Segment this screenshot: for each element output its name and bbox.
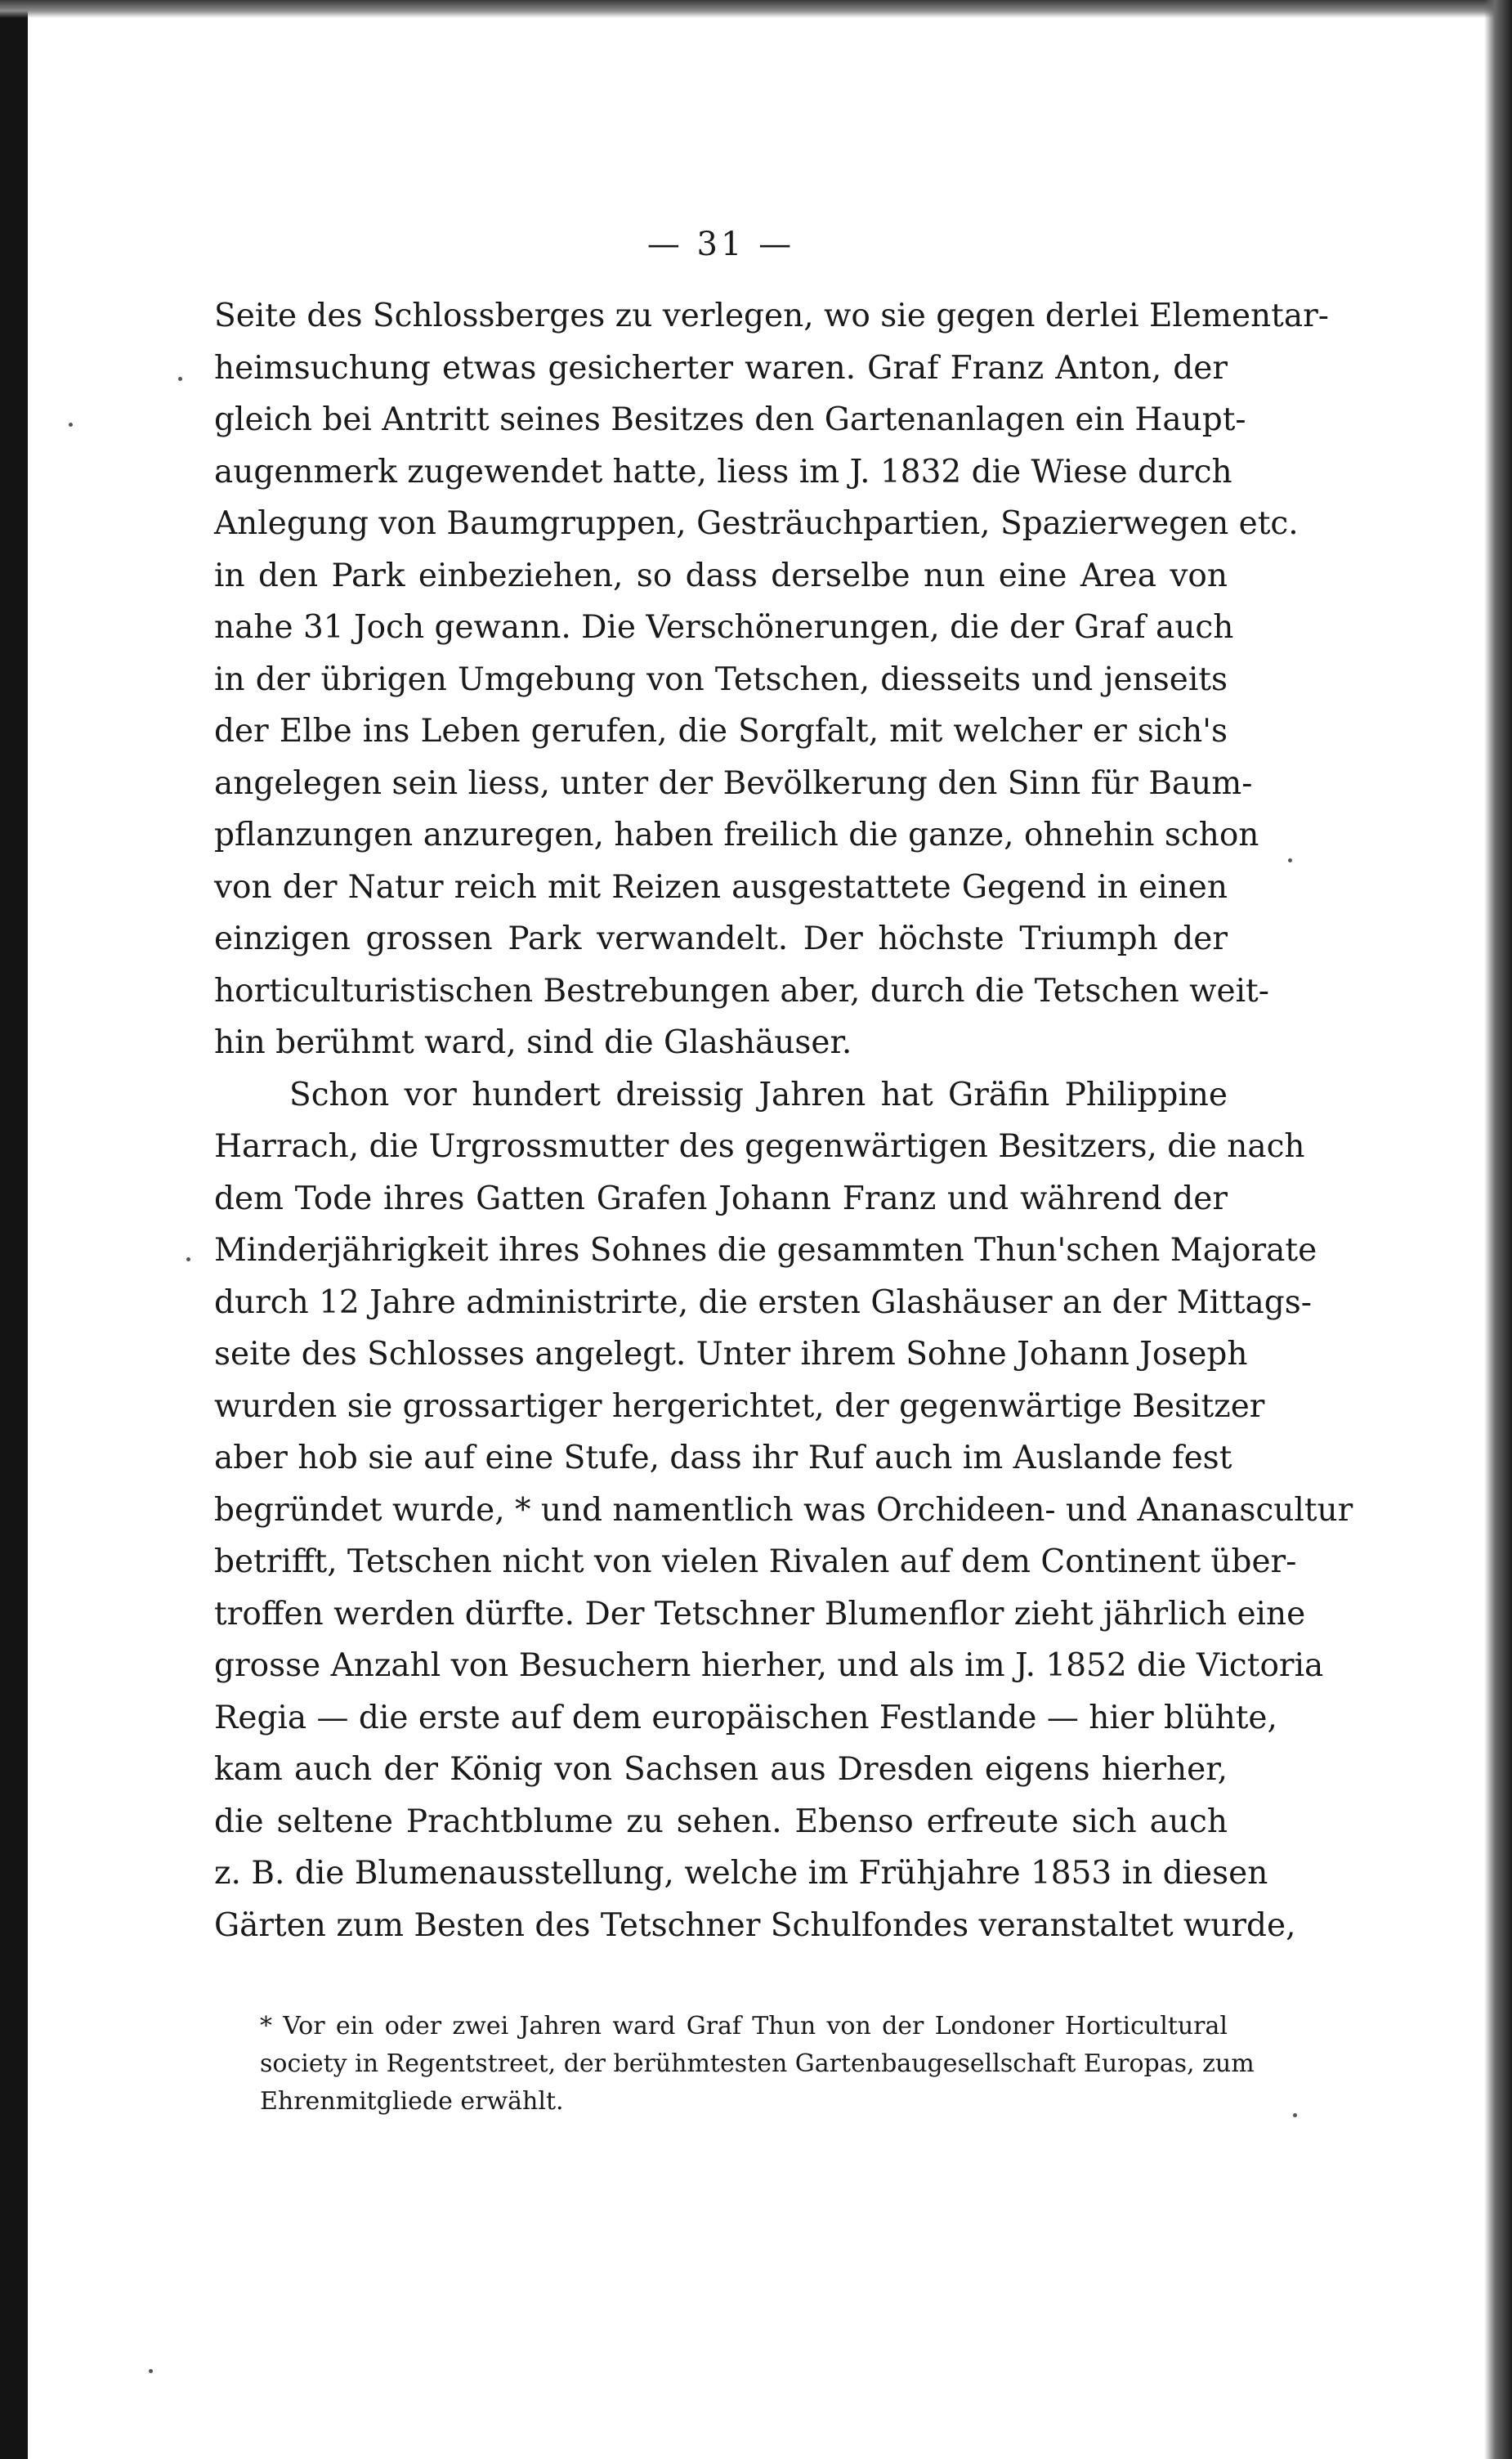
text-line: betrifft, Tetschen nicht von vielen Rivalen auf dem Continent über-	[214, 1543, 1297, 1580]
scan-edge-top	[0, 0, 1512, 18]
scan-speck	[69, 423, 73, 427]
text-line: der Elbe ins Leben gerufen, die Sorgfalt, mit welcher er sich's	[214, 713, 1228, 750]
text-line: Regia — die erste auf dem europäischen Festlande — hier blühte,	[214, 1699, 1277, 1736]
footnote-line: society in Regentstreet, der berühmtesten Gartenbaugesellschaft Europas, zum	[260, 2049, 1255, 2078]
scan-speck	[149, 2369, 153, 2373]
text-line: Harrach, die Urgrossmutter des gegenwärtigen Besitzers, die nach	[214, 1128, 1305, 1165]
text-line: aber hob sie auf eine Stufe, dass ihr Ruf auch im Auslande fest	[214, 1440, 1232, 1476]
text-line: grosse Anzahl von Besuchern hierher, und als im J. 1852 die Victoria	[214, 1647, 1324, 1684]
scan-edge-left	[0, 0, 28, 2459]
scan-speck	[1288, 858, 1292, 862]
text-line: horticulturistischen Bestrebungen aber, durch die Tetschen weit-	[214, 972, 1269, 1010]
text-line: Schon vor hundert dreissig Jahren hat Gräfin Philippine	[289, 1076, 1228, 1113]
body-text	[214, 290, 1353, 1951]
footnote	[260, 2008, 1255, 2121]
text-line: Gärten zum Besten des Tetschner Schulfondes veranstaltet wurde,	[214, 1906, 1296, 1944]
scan-speck	[1293, 2113, 1297, 2117]
text-line: gleich bei Antritt seines Besitzes den Gartenanlagen ein Haupt-	[214, 401, 1246, 438]
text-line: durch 12 Jahre administrirte, die ersten Glashäuser an der Mittags-	[214, 1283, 1312, 1321]
text-line: nahe 31 Joch gewann. Die Verschönerungen, die der Graf auch	[214, 609, 1234, 646]
scan-edge-right	[1484, 0, 1512, 2459]
text-line: von der Natur reich mit Reizen ausgestattete Gegend in einen	[214, 868, 1228, 906]
text-line: Seite des Schlossberges zu verlegen, wo sie gegen derlei Elementar-	[214, 298, 1329, 334]
footnote-line: * Vor ein oder zwei Jahren ward Graf Thun von der Londoner Horticultural	[260, 2012, 1228, 2040]
text-line: begründet wurde, * und namentlich was Orchideen- und Ananascultur	[214, 1491, 1353, 1529]
page-number: — 31 —	[646, 226, 795, 263]
text-line: in der übrigen Umgebung von Tetschen, diesseits und jenseits	[214, 661, 1228, 698]
text-line: pflanzungen anzuregen, haben freilich die ganze, ohnehin schon	[214, 817, 1259, 853]
text-line: einzigen grossen Park verwandelt. Der höchste Triumph der	[214, 920, 1228, 957]
text-line: wurden sie grossartiger hergerichtet, der gegenwärtige Besitzer	[214, 1387, 1265, 1425]
text-line: Anlegung von Baumgruppen, Gesträuchpartien, Spazierwegen etc.	[214, 505, 1299, 542]
text-line: z. B. die Blumenausstellung, welche im Frühjahre 1853 in diesen	[214, 1855, 1268, 1892]
scan-speck	[186, 1257, 190, 1261]
scan-speck	[178, 377, 182, 381]
text-line: heimsuchung etwas gesicherter waren. Graf Franz Anton, der	[214, 349, 1228, 387]
text-line: troffen werden dürfte. Der Tetschner Blumenflor zieht jährlich eine	[214, 1595, 1306, 1633]
text-line: hin berühmt ward, sind die Glashäuser.	[214, 1024, 852, 1061]
text-line: kam auch der König von Sachsen aus Dresden eigens hierher,	[214, 1751, 1228, 1788]
text-line: angelegen sein liess, unter der Bevölkerung den Sinn für Baum-	[214, 764, 1253, 802]
footnote-line: Ehrenmitgliede erwählt.	[260, 2087, 564, 2116]
text-line: die seltene Prachtblume zu sehen. Ebenso erfreute sich auch	[214, 1803, 1228, 1840]
text-line: Minderjährigkeit ihres Sohnes die gesammten Thun'schen Majorate	[214, 1232, 1317, 1269]
text-line: dem Tode ihres Gatten Grafen Johann Franz und während der	[214, 1180, 1228, 1217]
text-line: seite des Schlosses angelegt. Unter ihrem Sohne Johann Joseph	[214, 1336, 1248, 1373]
text-line: in den Park einbeziehen, so dass derselbe nun eine Area von	[214, 557, 1228, 594]
text-line: augenmerk zugewendet hatte, liess im J. 1832 die Wiese durch	[214, 453, 1232, 490]
